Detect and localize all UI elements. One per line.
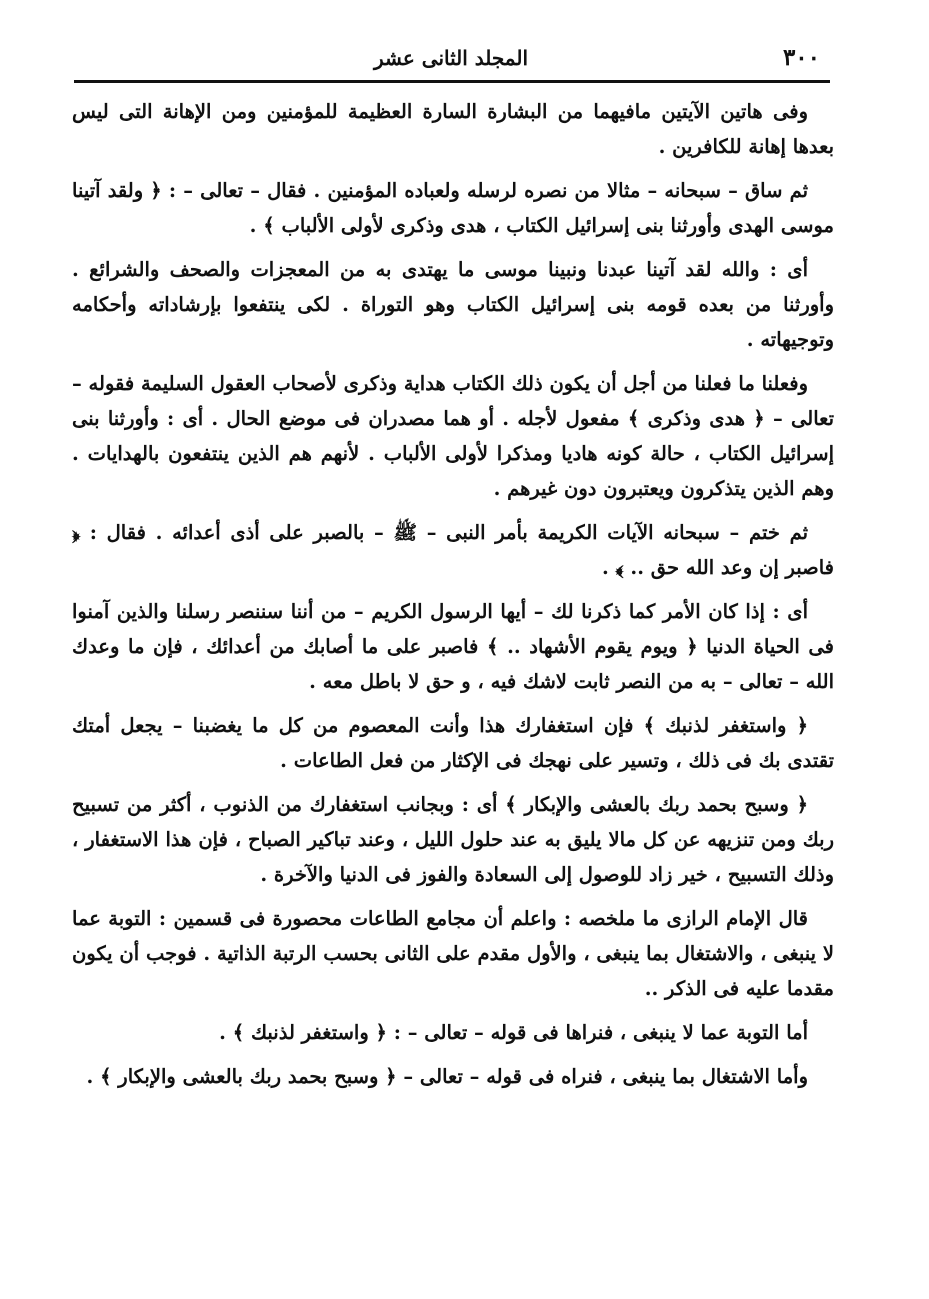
paragraph: ثم ختم – سبحانه الآيات الكريمة بأمر النبى – ﷺ – بالصبر على أذى أعدائه . فقال : ﴿ فاصبر إن وعد الله حق .. ﴾ . [72,521,834,579]
body-text [72,94,834,1103]
paragraph: قال الإمام الرازى ما ملخصه : واعلم أن مجامع الطاعات محصورة فى قسمين : التوبة عما لا ينبغى ، والاشتغال بما ينبغى ، والأول مقدم على الثانى بحسب الرتبة الذاتية . فوجب أن يكون مقدما عليه فى الذكر .. [72,907,834,1000]
paragraph: ثم ساق – سبحانه – مثالا من نصره لرسله ولعباده المؤمنين . فقال – تعالى – : ﴿ ولقد آتينا موسى الهدى وأورثنا بنى إسرائيل الكتاب ، هدى وذكرى لأولى الألباب ﴾ . [72,179,834,237]
paragraph: وأما الاشتغال بما ينبغى ، فنراه فى قوله – تعالى – ﴿ وسبح بحمد ربك بالعشى والإبكار ﴾ . [86,1065,808,1088]
paragraph: أى : والله لقد آتينا عبدنا ونبينا موسى ما يهتدى به من المعجزات والصحف والشرائع . وأورثنا من بعده قومه بنى إسرائيل الكتاب وهو التوراة . لكى ينتفعوا بإرشاداته وأحكامه وتوجيهاته . [72,258,834,351]
page-number: ٣٠٠ [782,44,820,71]
paragraph: وفى هاتين الآيتين مافيهما من البشارة السارة العظيمة للمؤمنين ومن الإهانة التى ليس بعدها إهانة للكافرين . [72,100,834,158]
paragraph: أما التوبة عما لا ينبغى ، فنراها فى قوله – تعالى – : ﴿ واستغفر لذنبك ﴾ . [219,1021,808,1044]
page-header [74,34,830,84]
paragraph: وفعلنا ما فعلنا من أجل أن يكون ذلك الكتاب هداية وذكرى لأصحاب العقول السليمة فقوله – تعالى – ﴿ هدى وذكرى ﴾ مفعول لأجله . أو هما مصدران فى موضع الحال . أى : وأورثنا بنى إسرائيل الكتاب ، حالة كونه هاديا ومذكرا لأولى الألباب . لأنهم هم الذين ينتفعون بالهدايات . وهم الذين يتذكرون ويعتبرون دون غيرهم . [72,372,834,500]
running-title: المجلد الثانى عشر [374,46,528,70]
paragraph: ﴿ وسبح بحمد ربك بالعشى والإبكار ﴾ أى : وبجانب استغفارك من الذنوب ، أكثر من تسبيح ربك ومن تنزيهه عن كل مالا يليق به عند حلول الليل ، وعند تباكير الصباح ، فإن هذا الاستغفار ، وذلك التسبيح ، خير زاد للوصول إلى السعادة والفوز فى الدنيا والآخرة . [72,793,834,886]
paragraph: ﴿ واستغفر لذنبك ﴾ فإن استغفارك هذا وأنت المعصوم من كل ما يغضبنا – يجعل أمتك تقتدى بك فى ذلك ، وتسير على نهجك فى الإكثار من فعل الطاعات . [72,714,834,772]
header-rule [74,80,830,83]
paragraph: أى : إذا كان الأمر كما ذكرنا لك – أيها الرسول الكريم – من أننا سننصر رسلنا والذين آمنوا فى الحياة الدنيا ﴿ ويوم يقوم الأشهاد .. ﴾ فاصبر على ما أصابك من أعدائك ، فإن ما وعدك الله – تعالى – به من النصر ثابت لاشك فيه ، و حق لا باطل معه . [72,600,834,693]
